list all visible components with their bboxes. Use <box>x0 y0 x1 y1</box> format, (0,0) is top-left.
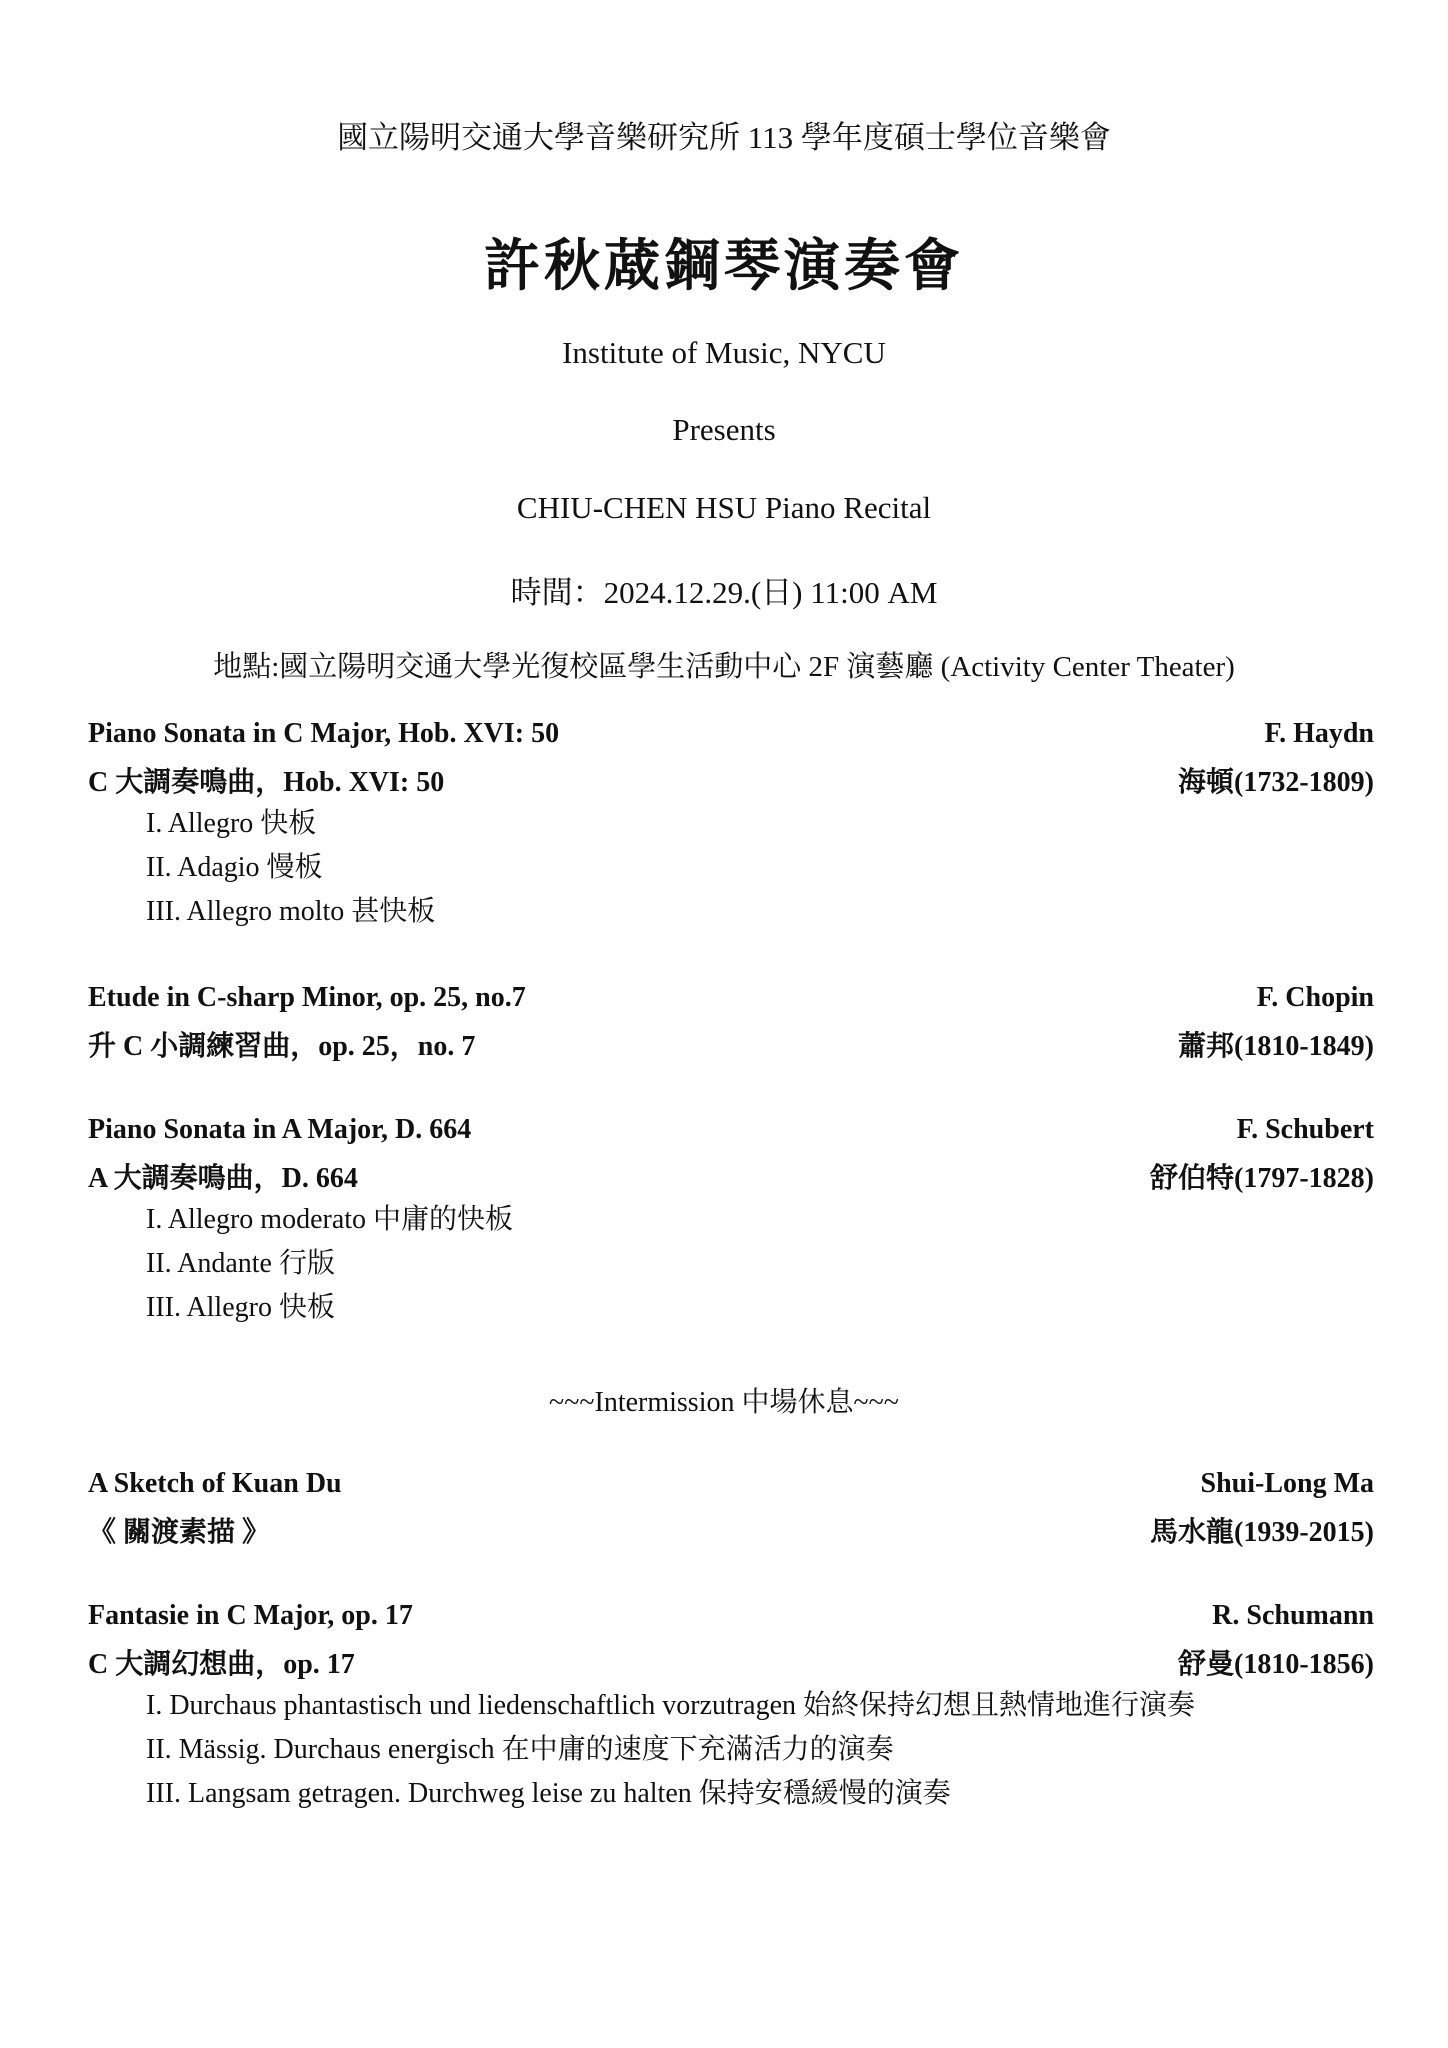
movement: III. Allegro 快板 <box>146 1292 335 1323</box>
piece-title-en: A Sketch of Kuan Du <box>88 1468 342 1499</box>
movement: I. Allegro 快板 <box>146 808 317 839</box>
composer-name-zh: 蕭邦(1810-1849) <box>1178 1031 1374 1062</box>
composer-name-en: F. Chopin <box>1256 982 1374 1013</box>
recital-title-en: CHIU-CHEN HSU Piano Recital <box>516 490 932 525</box>
movement: II. Adagio 慢板 <box>146 852 323 883</box>
page-title: 許秋蒧鋼琴演奏會 <box>484 236 964 298</box>
movement: I. Allegro moderato 中庸的快板 <box>146 1204 514 1235</box>
concert-datetime: 時間：2024.12.29.(日) 11:00 AM <box>510 575 938 610</box>
presents-line: Presents <box>672 412 776 447</box>
movement: III. Allegro molto 甚快板 <box>146 896 436 927</box>
composer-name-zh: 舒曼(1810-1856) <box>1178 1649 1374 1680</box>
intermission-divider: ~~~Intermission 中場休息~~~ <box>549 1387 899 1418</box>
program-item-schubert <box>88 1114 1374 1330</box>
composer-name-en: F. Schubert <box>1236 1114 1374 1145</box>
composer-name-en: R. Schumann <box>1212 1600 1374 1631</box>
piece-title-zh: A 大調奏鳴曲，D. 664 <box>88 1163 358 1194</box>
program-item-ma <box>88 1468 1374 1552</box>
movement: III. Langsam getragen. Durchweg leise zu halten 保持安穩緩慢的演奏 <box>146 1778 951 1809</box>
composer-name-en: F. Haydn <box>1264 718 1374 749</box>
movement: II. Andante 行版 <box>146 1248 335 1279</box>
movement: II. Mässig. Durchaus energisch 在中庸的速度下充滿活力的演奏 <box>146 1734 894 1765</box>
piece-title-en: Piano Sonata in C Major, Hob. XVI: 50 <box>88 718 560 749</box>
piece-title-en: Piano Sonata in A Major, D. 664 <box>88 1114 472 1145</box>
piece-title-zh: C 大調奏鳴曲，Hob. XVI: 50 <box>88 767 445 798</box>
program-item-chopin <box>88 982 1374 1066</box>
program-item-haydn <box>88 718 1374 934</box>
composer-name-zh: 舒伯特(1797-1828) <box>1150 1163 1374 1194</box>
program-item-schumann <box>88 1600 1374 1816</box>
piece-title-zh: 升 C 小調練習曲，op. 25，no. 7 <box>88 1031 476 1062</box>
presenter-line: Institute of Music, NYCU <box>562 335 886 370</box>
concert-venue: 地點:國立陽明交通大學光復校區學生活動中心 2F 演藝廳 (Activity Center Theater) <box>213 651 1235 683</box>
piece-title-zh: 《 關渡素描 》 <box>88 1517 271 1548</box>
movement: I. Durchaus phantastisch und liedenschaftlich vorzutragen 始終保持幻想且熱情地進行演奏 <box>146 1690 1196 1721</box>
composer-name-zh: 海頓(1732-1809) <box>1178 767 1374 798</box>
composer-name-en: Shui-Long Ma <box>1200 1468 1374 1499</box>
piece-title-en: Etude in C-sharp Minor, op. 25, no.7 <box>88 982 526 1013</box>
piece-title-en: Fantasie in C Major, op. 17 <box>88 1600 413 1631</box>
composer-name-zh: 馬水龍(1939-2015) <box>1150 1517 1374 1548</box>
piece-title-zh: C 大調幻想曲，op. 17 <box>88 1649 355 1680</box>
concert-series-heading: 國立陽明交通大學音樂研究所 113 學年度碩士學位音樂會 <box>337 120 1111 155</box>
